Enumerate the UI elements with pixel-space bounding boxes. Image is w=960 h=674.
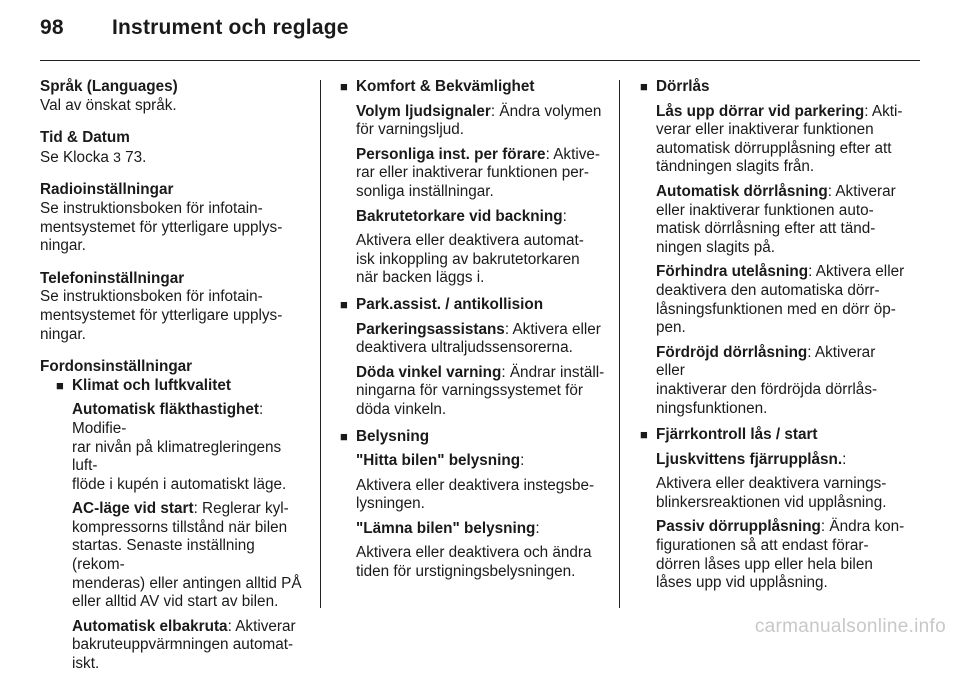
paragraph: Volym ljudsignaler: Ändra volymen för varningsljud. <box>356 102 602 139</box>
paragraph: Förhindra utelåsning: Aktivera eller deaktivera den automatiska dörr- låsningsfunktionen med en dörr öp- pen. <box>656 263 905 337</box>
paragraph: Automatisk dörrlåsning: Aktiverar eller inaktiverar funktionen auto- matisk dörrlåsning efter att tänd- ningen slagits på. <box>656 182 896 256</box>
list-item-park-assist <box>340 296 606 420</box>
paragraph: Aktivera eller deaktivera automat- isk inkoppling av bakrutetorkaren när backen läggs i. <box>356 232 584 287</box>
section-vehicle <box>40 358 308 674</box>
paragraph: Lås upp dörrar vid parkering: Akti- verar eller inaktiverar funktionen automatisk dörrupplåsning efter att tändningen slagits från. <box>656 102 903 176</box>
item-title: Komfort & Bekvämlighet <box>356 78 535 95</box>
list-item-door-locks <box>640 78 906 418</box>
section-title: Tid & Datum <box>40 129 130 147</box>
bullet-icon: ■ <box>640 79 648 94</box>
section-language <box>40 78 308 115</box>
page-title: Instrument och reglage <box>112 16 349 39</box>
item-title: Park.assist. / antikollision <box>356 295 544 313</box>
header-rule <box>40 60 920 61</box>
text-line: ningar. <box>40 237 86 255</box>
bullet-icon: ■ <box>340 79 348 94</box>
section-phone <box>40 270 308 344</box>
cross-reference[interactable]: Se Klocka 3 73. <box>40 148 147 166</box>
list-item <box>56 377 308 674</box>
paragraph: "Lämna bilen" belysning: <box>356 519 540 537</box>
bullet-icon: ■ <box>56 377 64 393</box>
text-line: Se instruktionsboken för infotain- <box>40 199 263 217</box>
paragraph: Parkeringsassistans: Aktivera eller deaktivera ultraljudssensorerna. <box>356 320 601 357</box>
watermark: carmanualsonline.info <box>754 616 946 637</box>
paragraph: Aktivera eller deaktivera varnings- blinkersreaktionen vid upplåsning. <box>656 475 887 511</box>
section-time-date <box>40 129 308 167</box>
column-1 <box>40 78 308 674</box>
paragraph: Ljuskvittens fjärrupplåsn.: <box>656 450 847 468</box>
column-divider <box>320 80 321 608</box>
text-line: mentsystemet för ytterligare upplys- <box>40 306 283 324</box>
paragraph: Automatisk elbakruta: Aktiverar bakruteuppvärmningen automat- iskt. <box>72 617 296 673</box>
page-number: 98 <box>40 16 64 39</box>
paragraph: Personliga inst. per förare: Aktive- rar eller inaktiverar funktionen per- sonliga inställningar. <box>356 145 600 200</box>
text-line: ningar. <box>40 325 86 343</box>
item-title: Fjärrkontroll lås / start <box>656 426 818 444</box>
arrow-right-icon: 3 <box>113 148 121 165</box>
column-3 <box>640 78 906 593</box>
section-title: Fordonsinställningar <box>40 358 193 376</box>
paragraph: Aktivera eller deaktivera och ändra tiden för urstigningsbelysningen. <box>356 544 592 581</box>
column-divider <box>619 80 620 608</box>
paragraph: Fördröjd dörrlåsning: Aktiverar eller inaktiverar den fördröjda dörrlås- ningsfunktionen. <box>656 343 878 417</box>
item-title: Dörrlås <box>656 78 710 95</box>
list-item-remote <box>640 426 906 593</box>
bullet-icon: ■ <box>340 296 348 312</box>
text-line: mentsystemet för ytterligare upplys- <box>40 218 283 236</box>
paragraph: Aktivera eller deaktivera instegsbe- lysningen. <box>356 476 595 513</box>
bullet-icon: ■ <box>340 428 348 444</box>
page-header <box>40 16 349 40</box>
section-radio <box>40 181 308 255</box>
section-title: Radioinställningar <box>40 181 174 199</box>
item-title: Klimat och luftkvalitet <box>72 376 231 394</box>
section-title: Telefoninställningar <box>40 269 185 287</box>
list-item-comfort <box>340 78 606 288</box>
text-line: Val av önskat språk. <box>40 96 177 114</box>
paragraph: Döda vinkel varning: Ändrar inställ- ningarna för varningssystemet för döda vinkeln. <box>356 363 605 418</box>
paragraph: "Hitta bilen" belysning: <box>356 452 525 470</box>
text-line: Se instruktionsboken för infotain- <box>40 288 263 306</box>
bullet-icon: ■ <box>640 427 648 443</box>
item-title: Belysning <box>356 427 430 445</box>
list-item-lighting <box>340 428 606 582</box>
paragraph: Bakrutetorkare vid backning: <box>356 207 567 225</box>
paragraph: Passiv dörrupplåsning: Ändra kon- figurationen så att endast förar- dörren låses upp eller hela bilen låses upp vid upplåsning. <box>656 518 905 592</box>
column-2 <box>340 78 606 582</box>
paragraph: AC-läge vid start: Reglerar kyl- kompressorns tillstånd när bilen startas. Senaste inställning (rekom- menderas) eller antingen alltid PÅ eller alltid AV vid start av bilen. <box>72 500 302 611</box>
paragraph: Automatisk fläkthastighet: Modifie- rar nivån på klimatregleringens luft- flöde i kupén i automatiskt läge. <box>72 401 287 493</box>
section-title: Språk (Languages) <box>40 78 178 95</box>
